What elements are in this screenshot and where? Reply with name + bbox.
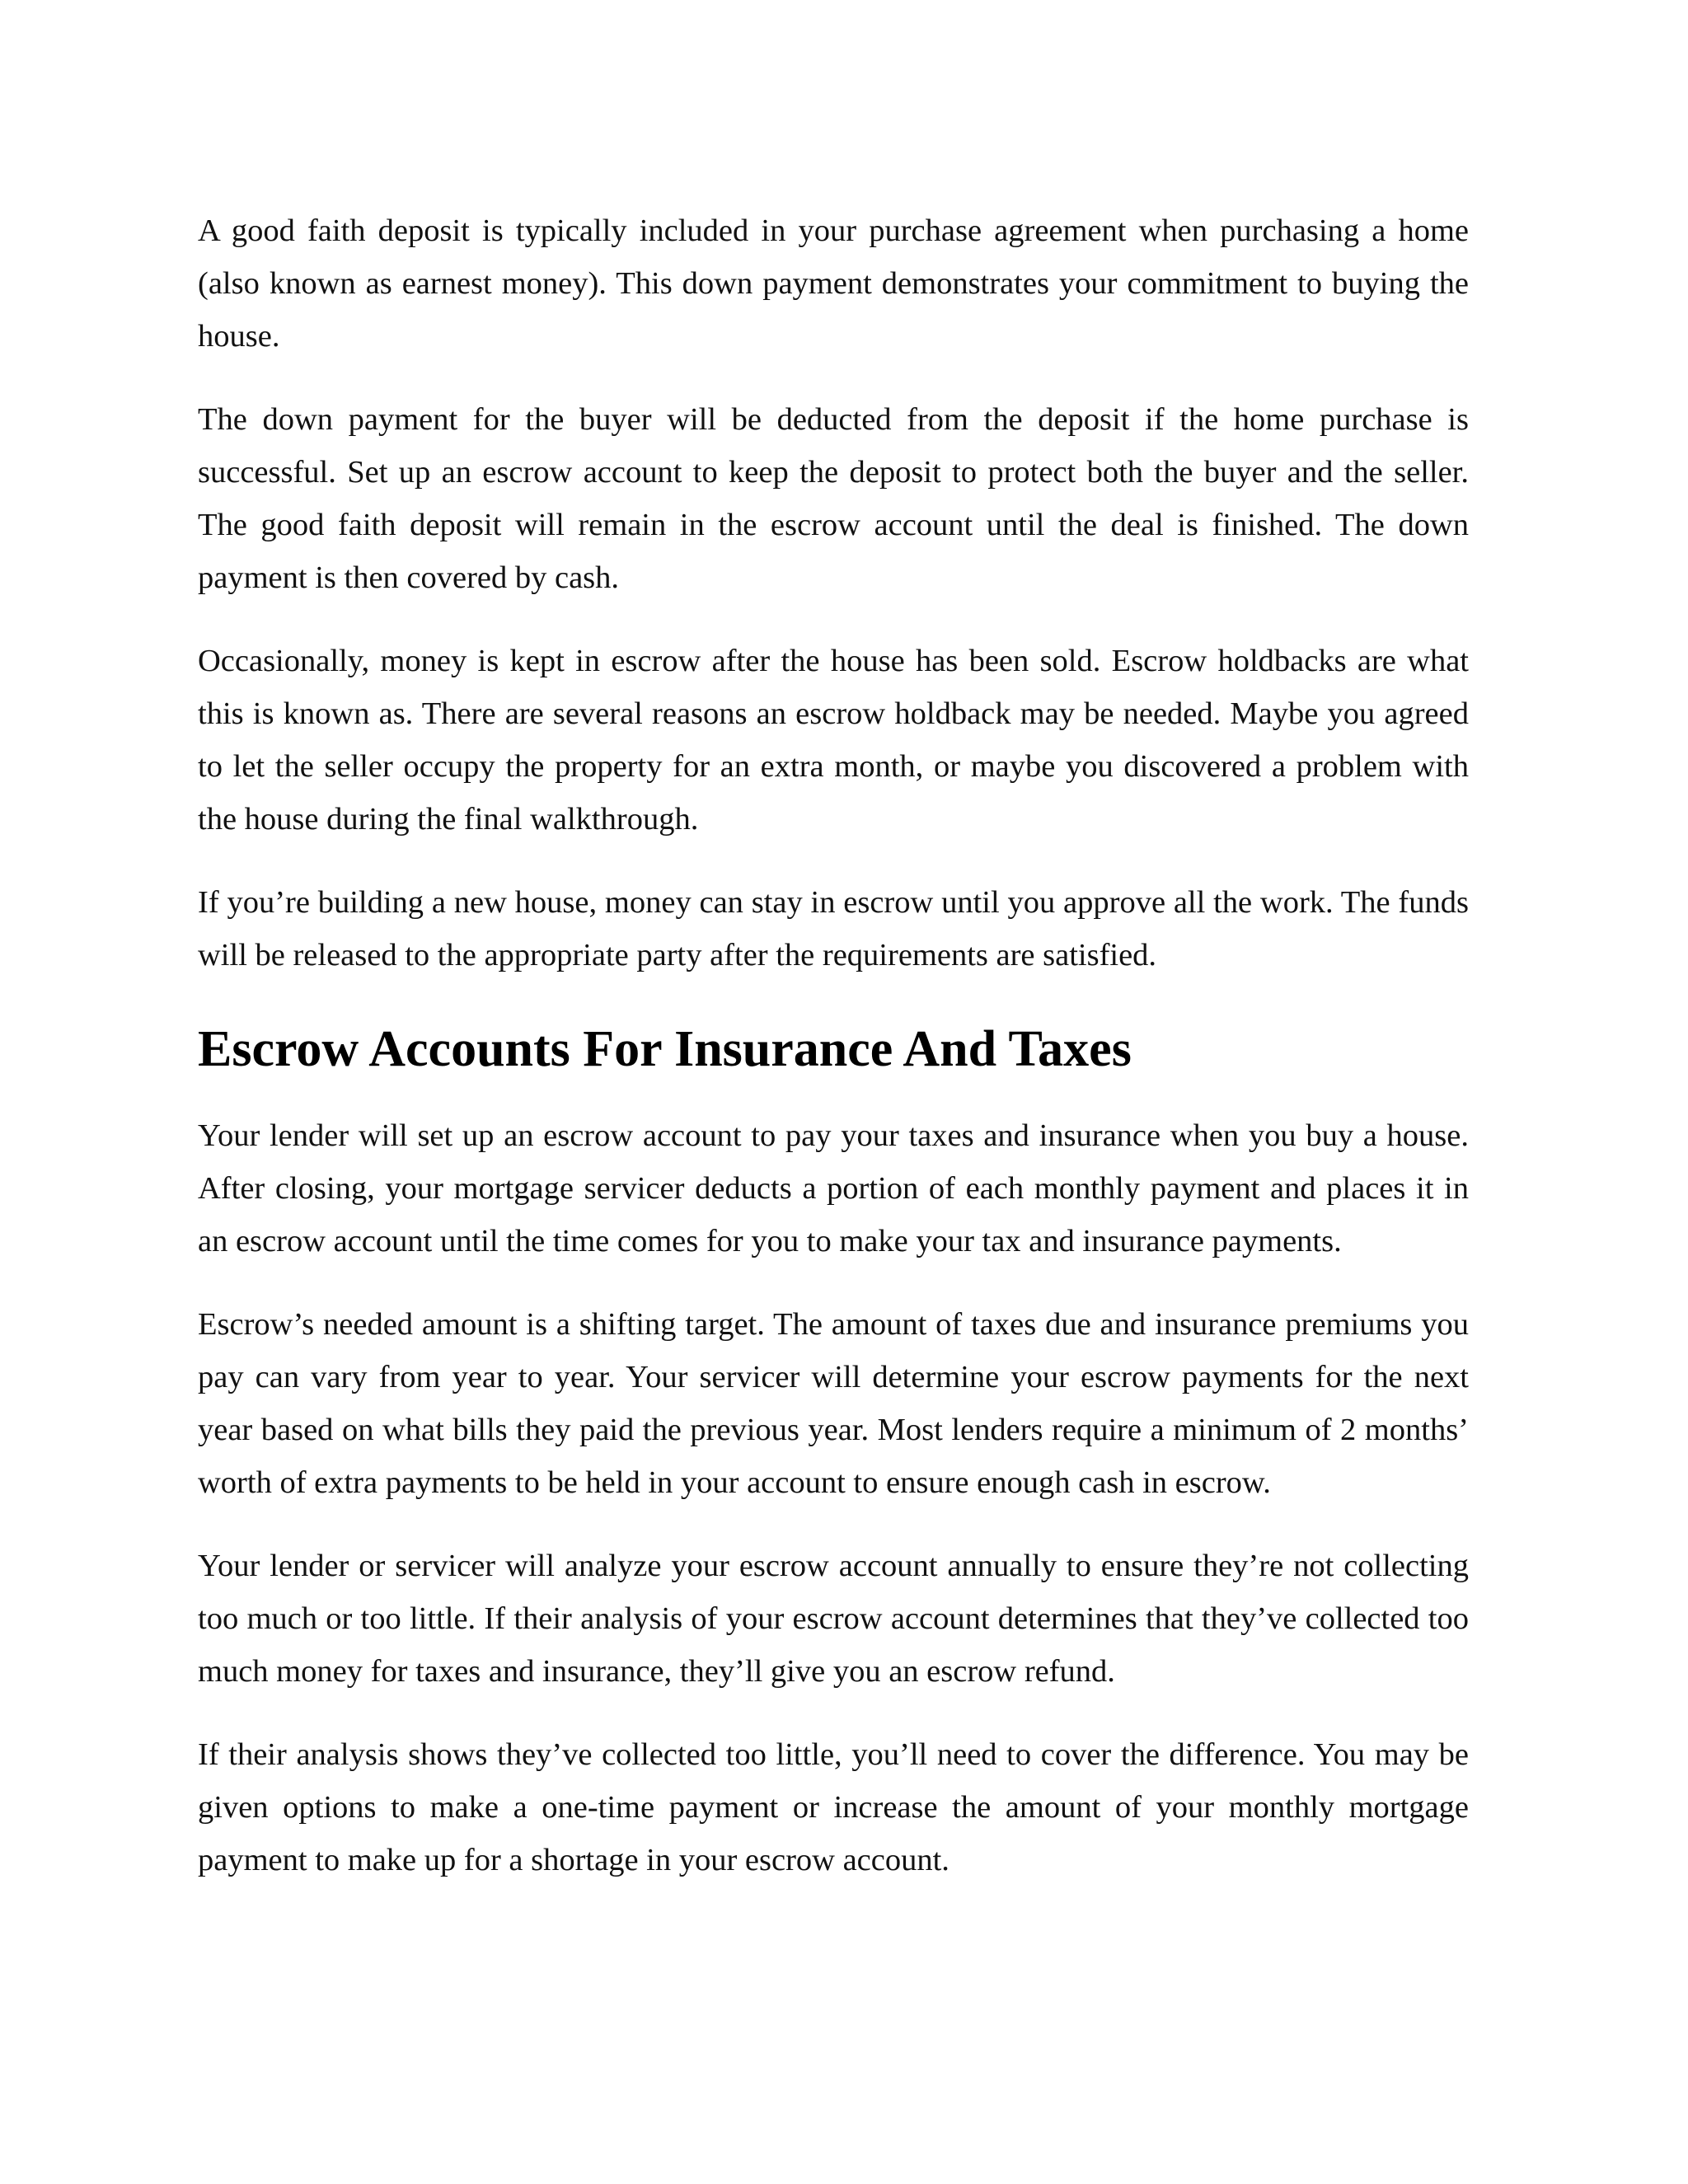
section-heading: Escrow Accounts For Insurance And Taxes <box>198 1021 1132 1077</box>
paragraph-lender-escrow: Your lender will set up an escrow account to pay your taxes and insurance when you buy a house. After closing, your mortgage servicer deducts a portion of each monthly payment and places it in an escrow account until the time comes for you to make your tax and insurance payments. <box>198 1118 1469 1258</box>
paragraph-down-payment: The down payment for the buyer will be deducted from the deposit if the home purchase is successful. Set up an escrow account to keep the deposit to protect both the buyer and the seller. The good faith deposit will remain in the escrow account until the deal is finished. The down payment is then covered by cash. <box>198 402 1469 595</box>
document-body <box>198 204 1469 1917</box>
paragraph-shortage: If their analysis shows they’ve collected too little, you’ll need to cover the difference. You may be given options to make a one-time payment or increase the amount of your monthly mortgage payment to make up for a shortage in your escrow account. <box>198 1737 1469 1877</box>
paragraph-annual-analysis: Your lender or servicer will analyze your escrow account annually to ensure they’re not collecting too much or too little. If their analysis of your escrow account determines that they’ve collected too much money for taxes and insurance, they’ll give you an escrow refund. <box>198 1549 1469 1689</box>
paragraph-escrow-holdbacks: Occasionally, money is kept in escrow after the house has been sold. Escrow holdbacks are what this is known as. There are several reasons an escrow holdback may be needed. Maybe you agreed to let the seller occupy the property for an extra month, or maybe you discovered a problem with the house during the final walkthrough. <box>198 644 1469 837</box>
paragraph-new-house: If you’re building a new house, money can stay in escrow until you approve all the work. The funds will be released to the appropriate party after the requirements are satisfied. <box>198 885 1469 972</box>
paragraph-shifting-target: Escrow’s needed amount is a shifting target. The amount of taxes due and insurance premiums you pay can vary from year to year. Your servicer will determine your escrow payments for the next year based on what bills they paid the previous year. Most lenders require a minimum of 2 months’ worth of extra payments to be held in your account to ensure enough cash in escrow. <box>198 1307 1469 1500</box>
paragraph-good-faith-deposit: A good faith deposit is typically included in your purchase agreement when purchasing a home (also known as earnest money). This down payment demonstrates your commitment to buying the house. <box>198 213 1469 354</box>
